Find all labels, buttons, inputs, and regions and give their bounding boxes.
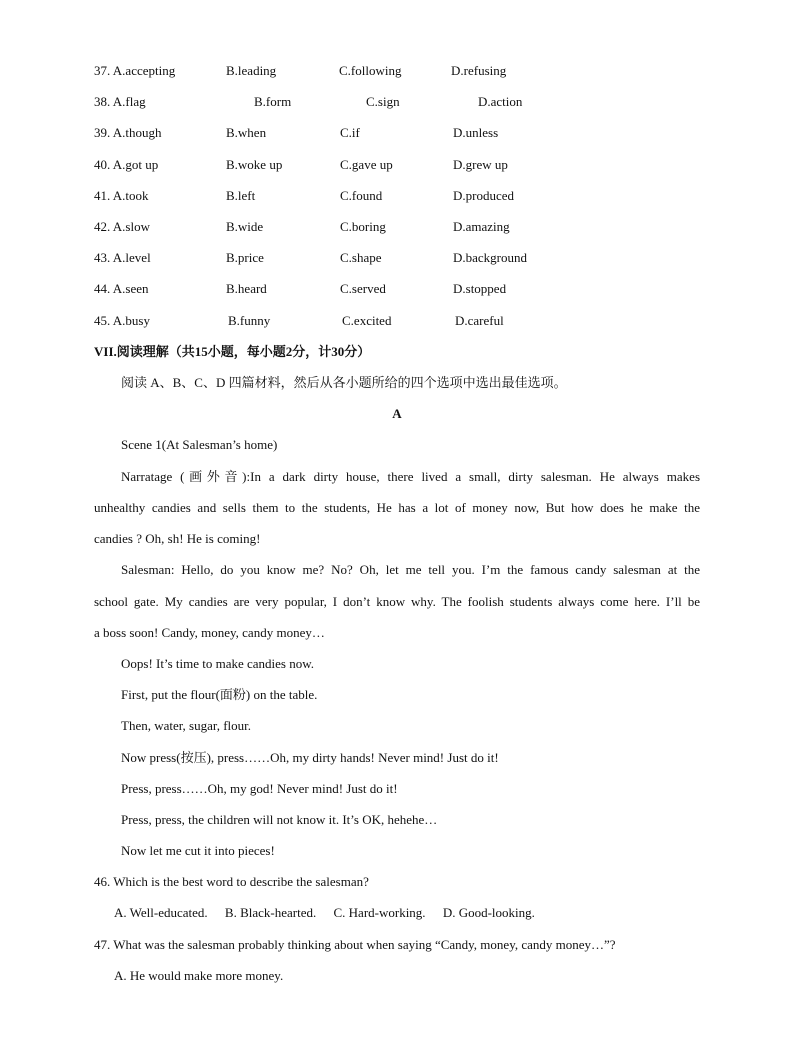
section-instruction: 阅读 A、B、C、D 四篇材料，然后从各小题所给的四个选项中选出最佳选项。: [121, 375, 567, 390]
choice-c: C.served: [340, 281, 386, 296]
option-c: C. Hard-working.: [333, 905, 426, 920]
choice-b: B.when: [226, 125, 267, 140]
narration-line: candies ? Oh, sh! He is coming!: [94, 531, 261, 546]
choice-a: 42. A.slow: [94, 219, 150, 234]
choice-d: D.grew up: [453, 157, 508, 172]
choice-a: 40. A.got up: [94, 157, 159, 172]
option-b: B. Black-hearted.: [224, 905, 317, 920]
choice-a: 41. A.took: [94, 188, 149, 203]
choice-a: 44. A.seen: [94, 281, 149, 296]
choice-c: C.excited: [342, 313, 392, 328]
section-title: VII.阅读理解（共15小题，每小题2分，计30分）: [94, 344, 371, 359]
narration-line: Narratage (画外音):In a dark dirty house, there lived a small, dirty salesman. He always makes: [121, 469, 700, 484]
choice-b: B.form: [254, 94, 292, 109]
choice-d: D.background: [453, 250, 528, 265]
choice-row-37: [0, 61, 794, 81]
choice-row-38: [0, 92, 794, 112]
salesman-line: school gate. My candies are very popular, I don’t know why. The foolish students always come here. I’ll be: [94, 594, 700, 609]
choice-a: 39. A.though: [94, 125, 162, 140]
choice-d: D.unless: [453, 125, 499, 140]
choice-d: D.careful: [455, 313, 504, 328]
scene-heading: Scene 1(At Salesman’s home): [121, 437, 278, 452]
question-46-stem: 46. Which is the best word to describe the salesman?: [94, 874, 369, 889]
choice-b: B.wide: [226, 219, 264, 234]
dialogue-line: Oops! It’s time to make candies now.: [121, 656, 315, 671]
dialogue-line: Press, press……Oh, my god! Never mind! Just do it!: [121, 781, 398, 796]
question-47-stem: 47. What was the salesman probably thinking about when saying “Candy, money, candy money…”?: [94, 937, 616, 952]
choice-d: D.produced: [453, 188, 515, 203]
choice-row-41: [0, 186, 794, 206]
choice-row-39: [0, 123, 794, 143]
choice-c: C.found: [340, 188, 383, 203]
choice-c: C.shape: [340, 250, 382, 265]
narration-line: unhealthy candies and sells them to the students, He has a lot of money now, But how does he make the: [94, 500, 700, 515]
choice-c: C.sign: [366, 94, 400, 109]
choice-c: C.gave up: [340, 157, 393, 172]
choice-a: 43. A.level: [94, 250, 151, 265]
choice-c: C.if: [340, 125, 360, 140]
choice-b: B.woke up: [226, 157, 283, 172]
choice-b: B.heard: [226, 281, 267, 296]
dialogue-line: Press, press, the children will not know it. It’s OK, hehehe…: [121, 812, 438, 827]
choice-a: 45. A.busy: [94, 313, 150, 328]
salesman-line: Salesman: Hello, do you know me? No? Oh, let me tell you. I’m the famous candy salesman at the: [121, 562, 700, 577]
choice-a: 37. A.accepting: [94, 63, 176, 78]
option-a: A. Well-educated.: [114, 905, 208, 920]
passage-label: A: [392, 406, 402, 421]
question-47-option-a: A. He would make more money.: [114, 968, 284, 983]
choice-b: B.leading: [226, 63, 277, 78]
choice-b: B.funny: [228, 313, 271, 328]
dialogue-line: Now press(按压), press……Oh, my dirty hands! Never mind! Just do it!: [121, 750, 499, 765]
choice-d: D.stopped: [453, 281, 507, 296]
dialogue-line: First, put the flour(面粉) on the table.: [121, 687, 318, 702]
choice-d: D.amazing: [453, 219, 510, 234]
choice-c: C.boring: [340, 219, 386, 234]
choice-row-45: [0, 311, 794, 331]
choice-c: C.following: [339, 63, 402, 78]
dialogue-line: Now let me cut it into pieces!: [121, 843, 275, 858]
choice-row-44: [0, 279, 794, 299]
choice-d: D.action: [478, 94, 523, 109]
choice-row-42: [0, 217, 794, 237]
dialogue-line: Then, water, sugar, flour.: [121, 718, 251, 733]
choice-b: B.price: [226, 250, 264, 265]
choice-row-40: [0, 155, 794, 175]
salesman-line: a boss soon! Candy, money, candy money…: [94, 625, 325, 640]
question-46-options: [114, 903, 549, 923]
option-d: D. Good-looking.: [442, 905, 535, 920]
choice-d: D.refusing: [451, 63, 507, 78]
choice-a: 38. A.flag: [94, 94, 146, 109]
choice-b: B.left: [226, 188, 256, 203]
choice-row-43: [0, 248, 794, 268]
